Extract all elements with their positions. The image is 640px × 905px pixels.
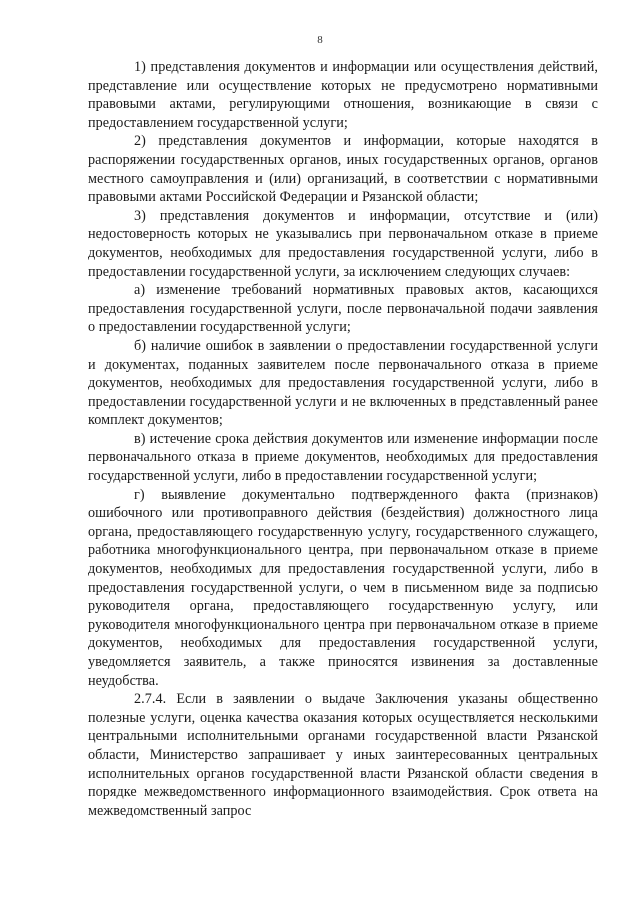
paragraph-item-3: 3) представления документов и информации, отсутствие и (или) недостоверность которых не указывались при первоначальном отказе в приеме документов, необходимых для предоставления государственной услуги, либо в предоставлении государственной услуги, за исключением следующих случаев:	[88, 207, 598, 280]
paragraph-subitem-g: г) выявление документально подтвержденного факта (признаков) ошибочного или противоправного действия (бездействия) должностного лица органа, предоставляющего государственную услугу, государственного служащего, работника многофункционального центра, при первоначальном отказе в приеме документов, необходимых для предоставления государственной услуги, либо в предоставления государственной услуги, о чем в письменном виде за подписью руководителя органа, предоставляющего государственную услугу, или руководителя многофункционального центра при первоначальном отказе в приеме документов, необходимых для предоставления государственной услуги, уведомляется заявитель, а также приносятся извинения за доставленные неудобства.	[88, 486, 598, 689]
paragraph-item-1: 1) представления документов и информации или осуществления действий, представление или осуществление которых не предусмотрено нормативными правовыми актами, регулирующими отношения, возникающие в связи с предоставлением государственной услуги;	[88, 59, 598, 131]
paragraph-subitem-b: б) наличие ошибок в заявлении о предоставлении государственной услуги и документах, поданных заявителем после первоначального отказа в приеме документов, необходимых для предоставления государственной услуги, либо в предоставлении государственной услуги и не включенных в представленный ранее комплект документов;	[88, 337, 598, 429]
paragraph-item-2: 2) представления документов и информации, которые находятся в распоряжении государственных органов, иных государственных органов, органов местного самоуправления и (или) организаций, в соответствии с нормативными правовыми актами Российской Федерации и Рязанской области;	[88, 133, 598, 206]
paragraph-subitem-a: а) изменение требований нормативных правовых актов, касающихся предоставления государственной услуги, после первоначальной подачи заявления о предоставлении государственной услуги;	[88, 282, 598, 336]
document-body	[88, 58, 598, 820]
paragraph-section-2-7-4: 2.7.4. Если в заявлении о выдаче Заключения указаны общественно полезные услуги, оценка качества оказания которых осуществляется несколькими центральными исполнительными органами государственной власти Рязанской области, Министерство запрашивает у иных заинтересованных центральных исполнительных органов государственной власти Рязанской области сведения в порядке межведомственного информационного взаимодействия. Срок ответа на межведомственный запрос	[88, 691, 598, 819]
page-number: 8	[317, 34, 323, 46]
paragraph-subitem-v: в) истечение срока действия документов или изменение информации после первоначального отказа в приеме документов, необходимых для предоставления государственной услуги, либо в предоставлении государственной услуги;	[88, 430, 598, 485]
